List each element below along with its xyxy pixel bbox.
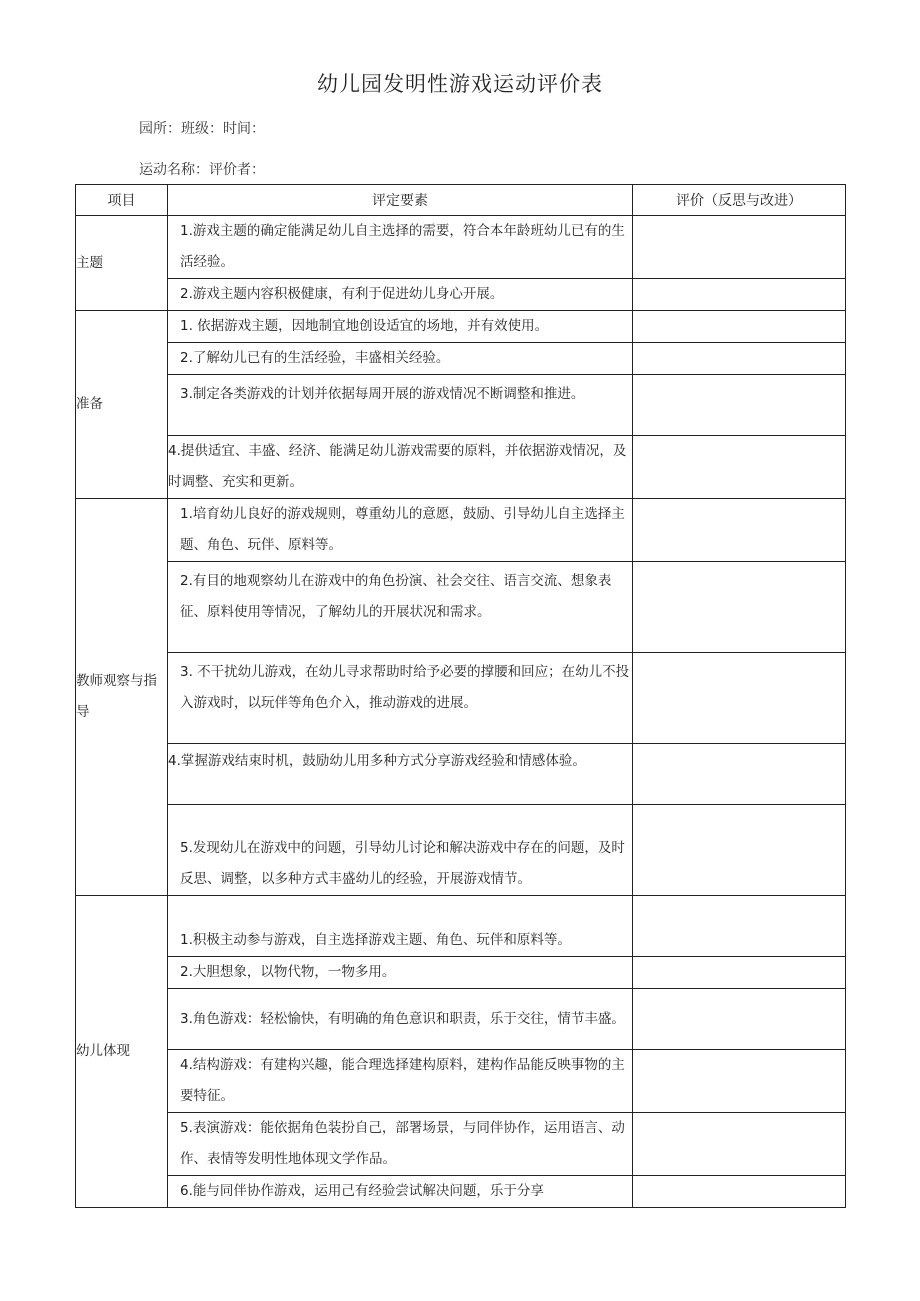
evaluation-cell[interactable] xyxy=(633,957,846,989)
criterion: 2.有目的地观察幼儿在游戏中的角色扮演、社会交往、语言交流、想象表征、原料使用等情况，了解幼儿的开展状况和需求。 xyxy=(168,562,633,653)
criterion: 1.游戏主题的确定能满足幼儿自主选择的需要，符合本年龄班幼儿已有的生活经验。 xyxy=(168,216,633,279)
criterion: 1. 依据游戏主题，因地制宜地创设适宜的场地，并有效使用。 xyxy=(168,311,633,343)
criterion: 3.角色游戏：轻松愉快，有明确的角色意识和职责，乐于交往，情节丰盛。 xyxy=(168,989,633,1050)
table-row xyxy=(76,653,846,744)
evaluation-cell[interactable] xyxy=(633,1176,846,1208)
evaluation-cell[interactable] xyxy=(633,343,846,375)
criterion: 5.发现幼儿在游戏中的问题，引导幼儿讨论和解决游戏中存在的问题，及时反思、调整，以多种方式丰盛幼儿的经验，开展游戏情节。 xyxy=(168,805,633,896)
evaluation-cell[interactable] xyxy=(633,562,846,653)
category-child-performance: 幼儿体现 xyxy=(76,896,168,1208)
criterion: 3. 不干扰幼儿游戏，在幼儿寻求帮助时给予必要的撑腰和回应；在幼儿不投入游戏时，以玩伴等角色介入，推动游戏的进展。 xyxy=(168,653,633,744)
evaluation-cell[interactable] xyxy=(633,375,846,436)
table-row xyxy=(76,562,846,653)
table-row xyxy=(76,1050,846,1113)
table-row xyxy=(76,499,846,562)
table-row xyxy=(76,1113,846,1176)
criterion: 4.结构游戏：有建构兴趣，能合理选择建构原料，建构作品能反映事物的主要特征。 xyxy=(168,1050,633,1113)
criterion: 5.表演游戏：能依据角色装扮自己，部署场景，与同伴协作，运用语言、动作、表情等发明性地体现文学作品。 xyxy=(168,1113,633,1176)
evaluation-cell[interactable] xyxy=(633,436,846,499)
meta-kindergarten-class-time: 园所：班级：时间： xyxy=(139,121,265,137)
evaluation-cell[interactable] xyxy=(633,499,846,562)
evaluation-cell[interactable] xyxy=(633,279,846,311)
criterion: 2.大胆想象，以物代物，一物多用。 xyxy=(168,957,633,989)
criterion: 6.能与同伴协作游戏，运用己有经验尝试解决问题，乐于分享 xyxy=(168,1176,633,1208)
evaluation-cell[interactable] xyxy=(633,653,846,744)
evaluation-cell[interactable] xyxy=(633,1113,846,1176)
header-row xyxy=(76,185,846,216)
evaluation-cell[interactable] xyxy=(633,216,846,279)
criterion: 3.制定各类游戏的计划并依据每周开展的游戏情况不断调整和推进。 xyxy=(168,375,633,436)
evaluation-cell[interactable] xyxy=(633,311,846,343)
table-row xyxy=(76,216,846,279)
criterion: 1.培育幼儿良好的游戏规则，尊重幼儿的意愿，鼓励、引导幼儿自主选择主题、角色、玩伴、原料等。 xyxy=(168,499,633,562)
table-row xyxy=(76,343,846,375)
header-criteria: 评定要素 xyxy=(168,185,633,216)
criterion: 1.积极主动参与游戏，自主选择游戏主题、角色、玩伴和原料等。 xyxy=(168,896,633,957)
table-row xyxy=(76,805,846,896)
meta-activity-evaluator: 运动名称：评价者： xyxy=(139,162,265,178)
category-theme: 主题 xyxy=(76,216,168,311)
evaluation-cell[interactable] xyxy=(633,896,846,957)
criterion: 2.游戏主题内容积极健康，有利于促进幼儿身心开展。 xyxy=(168,279,633,311)
table-row xyxy=(76,279,846,311)
category-preparation: 准备 xyxy=(76,311,168,499)
table-row xyxy=(76,436,846,499)
evaluation-table xyxy=(75,184,846,1208)
evaluation-cell[interactable] xyxy=(633,744,846,805)
table-row xyxy=(76,1176,846,1208)
table-row xyxy=(76,375,846,436)
table-row xyxy=(76,989,846,1050)
criterion: 2.了解幼儿已有的生活经验，丰盛相关经验。 xyxy=(168,343,633,375)
evaluation-cell[interactable] xyxy=(633,1050,846,1113)
category-teacher-observation: 教师观察与指导 xyxy=(76,499,168,896)
page-title: 幼儿园发明性游戏运动评价表 xyxy=(317,72,603,96)
criterion: 4.提供适宜、丰盛、经济、能满足幼儿游戏需要的原料，并依据游戏情况，及时调整、充实和更新。 xyxy=(168,436,633,499)
criterion: 4.掌握游戏结束时机，鼓励幼儿用多种方式分享游戏经验和情感体验。 xyxy=(168,744,633,805)
evaluation-cell[interactable] xyxy=(633,805,846,896)
header-item: 项目 xyxy=(76,185,168,216)
evaluation-cell[interactable] xyxy=(633,989,846,1050)
table-row xyxy=(76,896,846,957)
table-row xyxy=(76,311,846,343)
table-row xyxy=(76,744,846,805)
header-evaluation: 评价（反思与改进） xyxy=(633,185,846,216)
table-row xyxy=(76,957,846,989)
